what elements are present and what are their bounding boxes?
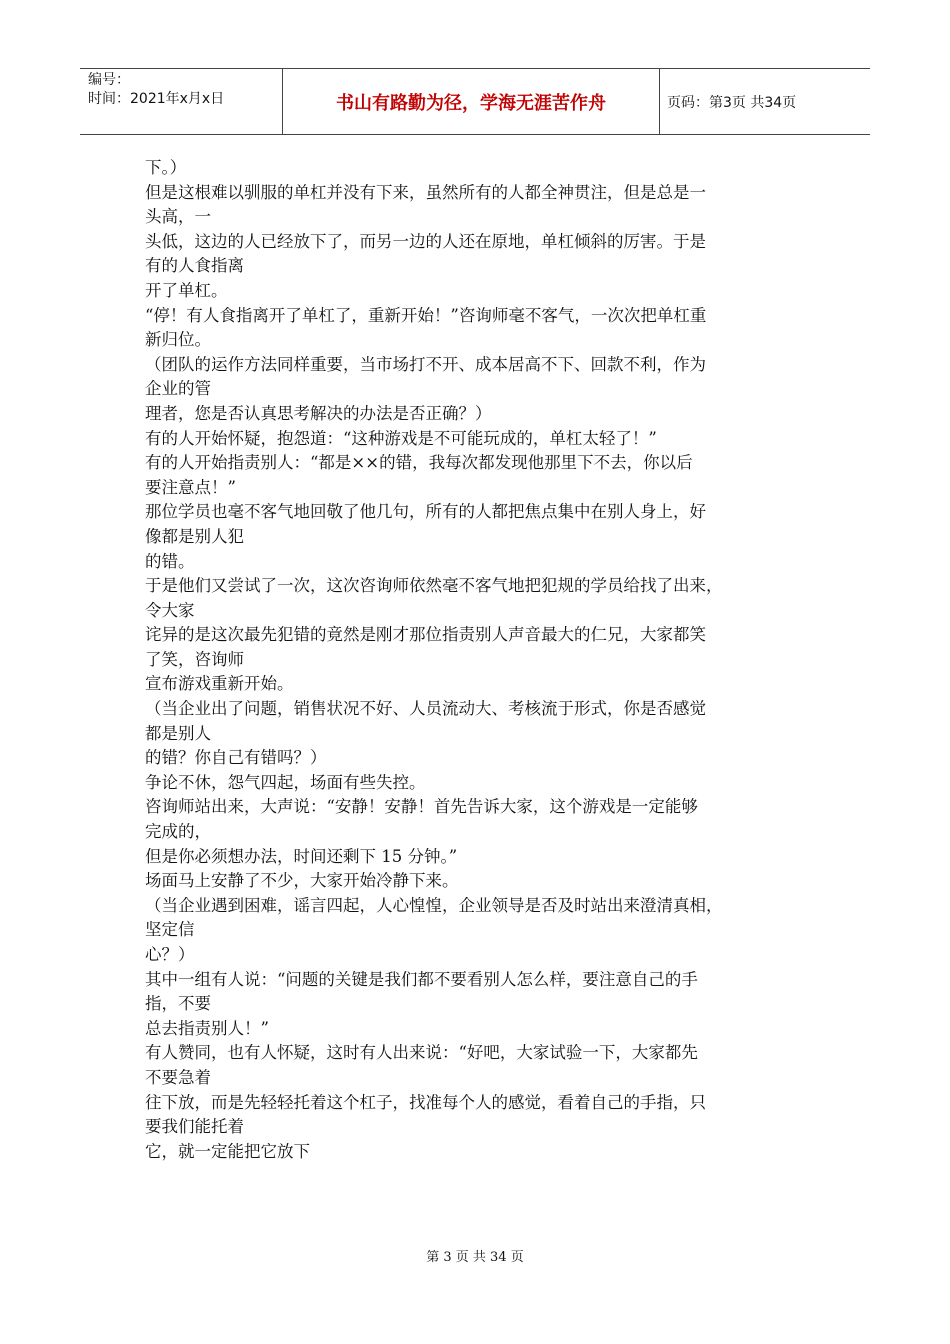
text-line: 有的人开始指责别人：“都是××的错，我每次都发现他那里下不去，你以后 (145, 453, 693, 473)
page-footer: 第 3 页 共 34 页 (426, 1250, 524, 1265)
text-line: 头高，一 (145, 207, 211, 227)
text-line: 它，就一定能把它放下 (145, 1141, 310, 1161)
text-line: 要我们能托着 (145, 1117, 244, 1137)
text-line: 了笑，咨询师 (145, 649, 244, 669)
text-line: 指，不要 (145, 994, 211, 1014)
text-line: （团队的运作方法同样重要，当市场打不开、成本居高不下、回款不利，作为 (145, 354, 706, 374)
text-line: 有人赞同，也有人怀疑，这时有人出来说：“好吧，大家试验一下，大家都先 (145, 1043, 698, 1063)
text-line: 场面马上安静了不少，大家开始冷静下来。 (145, 871, 459, 891)
text-line: 企业的管 (145, 379, 211, 399)
text-line: 咨询师站出来，大声说：“安静！安静！首先告诉大家，这个游戏是一定能够 (145, 797, 698, 817)
text-line: （当企业出了问题，销售状况不好、人员流动大、考核流于形式，你是否感觉 (145, 699, 706, 719)
text-line: 那位学员也毫不客气地回敬了他几句，所有的人都把焦点集中在别人身上，好 (145, 502, 706, 522)
text-line: 坚定信 (145, 920, 195, 940)
text-line: 下。） (145, 158, 187, 177)
text-line: 头低，这边的人已经放下了，而另一边的人还在原地，单杠倾斜的厉害。于是 (145, 231, 706, 251)
text-line: 有的人开始怀疑，抱怨道：“这种游戏是不可能玩成的，单杠太轻了！” (145, 428, 657, 448)
text-line: 于是他们又尝试了一次，这次咨询师依然毫不客气地把犯规的学员给找了出来， (145, 576, 723, 596)
date-label: 时间：2021年x月x日 (88, 91, 225, 107)
text-line: 有的人食指离 (145, 256, 244, 276)
text-line: 像都是别人犯 (145, 526, 244, 546)
text-line: 总去指责别人！” (145, 1018, 269, 1038)
text-line: 其中一组有人说：“问题的关键是我们都不要看别人怎么样，要注意自己的手 (145, 969, 698, 989)
text-line: 的错？你自己有错吗？） (145, 748, 327, 768)
text-line: 开了单杠。 (145, 280, 228, 300)
number-label: 编号： (88, 72, 130, 88)
text-line: 心？） (145, 945, 195, 964)
text-line: 往下放，而是先轻轻托着这个杠子，找准每个人的感觉，看着自己的手指，只 (145, 1092, 706, 1112)
text-line: 不要急着 (145, 1067, 211, 1087)
header-motto: 书山有路勤为径，学海无涯苦作舟 (283, 69, 660, 134)
page-header (80, 68, 870, 135)
text-line: 但是你必须想办法，时间还剩下 15 分钟。” (145, 846, 458, 866)
document-body (145, 156, 810, 1164)
text-line: 完成的， (145, 822, 211, 842)
text-line: 的错。 (145, 551, 195, 571)
text-line: 诧异的是这次最先犯错的竟然是刚才那位指责别人声音最大的仁兄，大家都笑 (145, 625, 706, 645)
text-line: 要注意点！” (145, 477, 236, 497)
text-line: “停！有人食指离开了单杠了，重新开始！”咨询师毫不客气，一次次把单杠重 (145, 305, 707, 325)
text-line: 理者，您是否认真思考解决的办法是否正确？） (145, 403, 492, 423)
text-line: 令大家 (145, 600, 195, 620)
text-line: 都是别人 (145, 723, 211, 743)
header-meta (80, 69, 283, 134)
text-line: 新归位。 (145, 330, 211, 350)
text-line: 争论不休，怨气四起，场面有些失控。 (145, 772, 426, 792)
text-line: （当企业遇到困难，谣言四起，人心惶惶，企业领导是否及时站出来澄清真相， (145, 895, 723, 915)
text-line: 宣布游戏重新开始。 (145, 674, 294, 694)
header-page-info: 页码：第3页 共34页 (667, 94, 797, 111)
text-line: 但是这根难以驯服的单杠并没有下来，虽然所有的人都全神贯注，但是总是一 (145, 182, 706, 202)
